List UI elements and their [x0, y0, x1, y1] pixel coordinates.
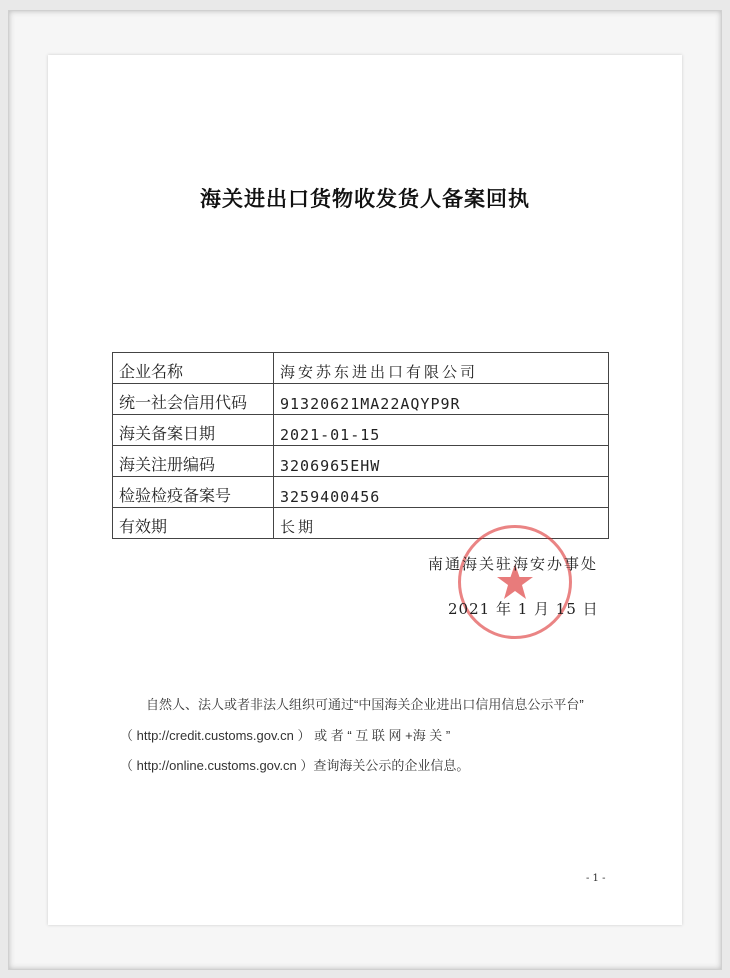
- row-value: 2021-01-15: [274, 415, 609, 446]
- row-label: 海关注册编码: [113, 446, 274, 477]
- table-row: [113, 353, 609, 384]
- issuer: 南通海关驻海安办事处: [428, 555, 599, 573]
- page-number: - 1 -: [586, 873, 606, 884]
- issue-date: 2021 年 1 月 15 日: [448, 600, 599, 618]
- table-row: [113, 477, 609, 508]
- note-line: 自然人、法人或者非法人组织可通过“中国海关企业进出口信用信息公示平台”: [146, 697, 584, 712]
- row-value: 91320621MA22AQYP9R: [274, 384, 609, 415]
- document-title: 海关进出口货物收发货人备案回执: [200, 186, 530, 211]
- table-row: [113, 384, 609, 415]
- table-row: [113, 415, 609, 446]
- row-label: 有效期: [113, 508, 274, 539]
- official-seal: [458, 525, 572, 639]
- row-label: 统一社会信用代码: [113, 384, 274, 415]
- row-label: 检验检疫备案号: [113, 477, 274, 508]
- note-line: （ http://online.customs.gov.cn ）查询海关公示的企业信息。: [120, 758, 470, 773]
- registration-table: [112, 352, 609, 539]
- table-row: [113, 446, 609, 477]
- row-value: 3206965EHW: [274, 446, 609, 477]
- row-value: 海安苏东进出口有限公司: [274, 353, 609, 384]
- row-label: 企业名称: [113, 353, 274, 384]
- document-page: [48, 55, 682, 925]
- note-line: （ http://credit.customs.gov.cn ） 或 者 “ 互 联 网 +海 关 ”: [120, 728, 451, 743]
- row-value: 3259400456: [274, 477, 609, 508]
- row-value: 长期: [274, 508, 609, 539]
- row-label: 海关备案日期: [113, 415, 274, 446]
